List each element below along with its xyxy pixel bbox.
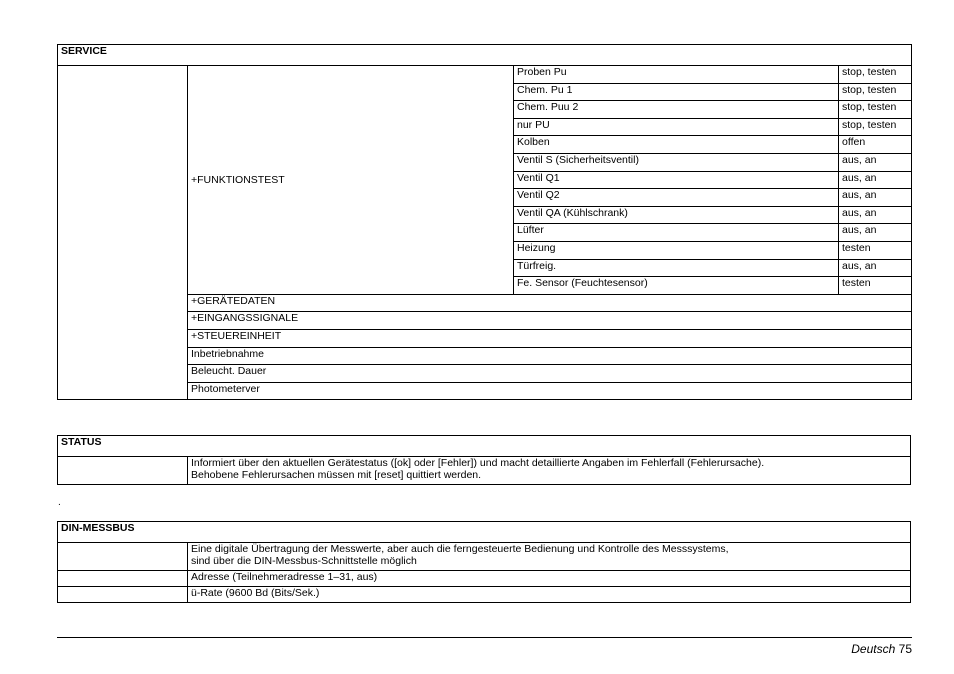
service-menu-item: Photometerver	[188, 382, 912, 400]
funktionstest-item-name: Ventil Q2	[514, 189, 839, 207]
footer-rule	[57, 637, 912, 638]
funktionstest-item-value: stop, testen	[839, 101, 912, 119]
din-empty-cell	[58, 571, 188, 587]
funktionstest-item-name: Chem. Pu 1	[514, 83, 839, 101]
funktionstest-item-value: stop, testen	[839, 83, 912, 101]
service-title: SERVICE	[58, 45, 912, 66]
din-messbus-table	[57, 521, 911, 603]
page-number: 75	[898, 642, 912, 656]
funktionstest-item-value: aus, an	[839, 189, 912, 207]
din-description-line2: sind über die DIN-Messbus-Schnittstelle möglich	[191, 555, 417, 567]
status-description-line2: Behobene Fehlerursachen müssen mit [reset] quittiert werden.	[191, 469, 482, 481]
status-title: STATUS	[58, 436, 911, 457]
funktionstest-item-name: Ventil Q1	[514, 171, 839, 189]
funktionstest-item-name: Lüfter	[514, 224, 839, 242]
din-title: DIN-MESSBUS	[58, 522, 911, 543]
funktionstest-item-value: testen	[839, 277, 912, 295]
service-menu-item: Beleucht. Dauer	[188, 365, 912, 383]
din-description-line1: Eine digitale Übertragung der Messwerte, aber auch die ferngesteuerte Bedienung und Kontrolle des Messsystems,	[191, 543, 729, 555]
din-row-baudrate: ü-Rate (9600 Bd (Bits/Sek.)	[188, 587, 911, 603]
funktionstest-item-value: offen	[839, 136, 912, 154]
funktionstest-item-name: Türfreig.	[514, 259, 839, 277]
status-table	[57, 435, 911, 485]
din-empty-cell	[58, 587, 188, 603]
funktionstest-item-value: aus, an	[839, 153, 912, 171]
service-left-empty-cell	[58, 66, 188, 400]
funktionstest-item-value: aus, an	[839, 171, 912, 189]
service-menu-item: Inbetriebnahme	[188, 347, 912, 365]
funktionstest-item-value: aus, an	[839, 259, 912, 277]
service-menu-item: +STEUEREINHEIT	[188, 329, 912, 347]
separator-dot: .	[58, 497, 61, 508]
funktionstest-item-name: Ventil S (Sicherheitsventil)	[514, 153, 839, 171]
din-row-address: Adresse (Teilnehmeradresse 1–31, aus)	[188, 571, 911, 587]
funktionstest-item-name: Heizung	[514, 241, 839, 259]
din-description	[188, 543, 911, 571]
service-menu-item: +GERÄTEDATEN	[188, 294, 912, 312]
funktionstest-item-value: testen	[839, 241, 912, 259]
funktionstest-item-value: stop, testen	[839, 66, 912, 84]
funktionstest-item-name: Kolben	[514, 136, 839, 154]
funktionstest-label: +FUNKTIONSTEST	[188, 66, 514, 295]
service-table	[57, 44, 912, 400]
funktionstest-item-name: nur PU	[514, 118, 839, 136]
funktionstest-item-name: Fe. Sensor (Feuchtesensor)	[514, 277, 839, 295]
funktionstest-item-value: aus, an	[839, 206, 912, 224]
din-empty-cell	[58, 543, 188, 571]
funktionstest-item-value: aus, an	[839, 224, 912, 242]
funktionstest-item-name: Chem. Puu 2	[514, 101, 839, 119]
status-empty-cell	[58, 457, 188, 485]
footer-language: Deutsch	[851, 642, 896, 656]
funktionstest-item-name: Proben Pu	[514, 66, 839, 84]
funktionstest-item-value: stop, testen	[839, 118, 912, 136]
status-description-line1: Informiert über den aktuellen Gerätestatus ([ok] oder [Fehler]) und macht detaillierte Angaben im Fehlerfall (Fehlerursache).	[191, 457, 765, 469]
status-description	[188, 457, 911, 485]
service-menu-item: +EINGANGSSIGNALE	[188, 312, 912, 330]
funktionstest-item-name: Ventil QA (Kühlschrank)	[514, 206, 839, 224]
page-footer	[851, 642, 912, 656]
